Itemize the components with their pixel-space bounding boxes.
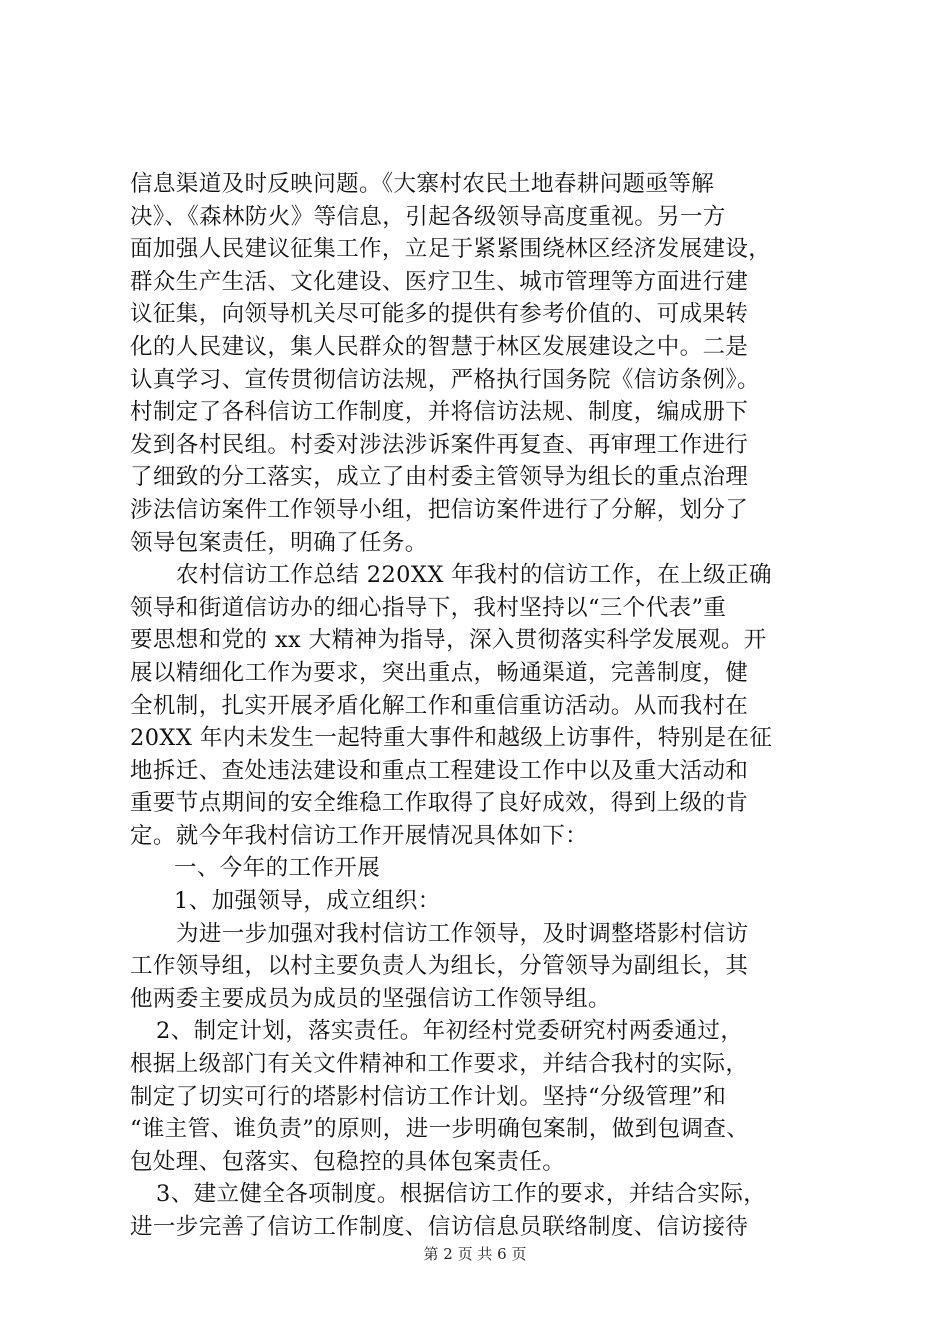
text-line: 领导包案责任，明确了任务。 xyxy=(130,529,428,556)
page-indicator: 第 2 页 共 6 页 xyxy=(423,1245,527,1263)
text-line: 工作领导组，以村主要负责人为组长，分管领导为副组长，其 xyxy=(130,953,749,980)
text-line: 化的人民建议，集人民群众的智慧于林区发展建设之中。二是 xyxy=(130,333,749,360)
text-line: 群众生产生活、文化建设、医疗卫生、城市管理等方面进行建 xyxy=(130,268,749,295)
text-line: 面加强人民建议征集工作，立足于紧紧围绕林区经济发展建设， xyxy=(130,236,772,263)
text-line: 领导和街道信访办的细心指导下，我村坚持以“三个代表”重 xyxy=(130,594,727,621)
text-line: 要思想和党的 xx 大精神为指导，深入贯彻落实科学发展观。开 xyxy=(130,627,767,654)
document-body xyxy=(130,168,830,1244)
text-line: 村制定了各科信访工作制度，并将信访法规、制度，编成册下 xyxy=(130,399,749,426)
paragraph-start-line: 3、建立健全各项制度。根据信访工作的要求，并结合实际， xyxy=(156,1181,767,1208)
text-line: 重要节点期间的安全维稳工作取得了良好成效，得到上级的肯 xyxy=(130,790,749,817)
text-line: 了细致的分工落实，成立了由村委主管领导为组长的重点治理 xyxy=(130,464,749,491)
subsection-heading: 1、加强领导，成立组织： xyxy=(174,888,441,915)
text-line: 进一步完善了信访工作制度、信访信息员联络制度、信访接待 xyxy=(130,1214,749,1240)
text-line: 定。就今年我村信访工作开展情况具体如下： xyxy=(130,822,589,849)
page-footer xyxy=(0,1244,950,1264)
text-line: 信息渠道及时反映问题。《大寨村农民土地春耕问题亟等解 xyxy=(130,171,715,197)
text-line: 展以精细化工作为要求，突出重点，畅通渠道，完善制度，健 xyxy=(130,659,749,686)
text-line: 全机制，扎实开展矛盾化解工作和重信重访活动。从而我村在 xyxy=(130,692,749,719)
section-heading: 一、今年的工作开展 xyxy=(174,855,381,882)
text-line: 制定了切实可行的塔影村信访工作计划。坚持“分级管理”和 xyxy=(130,1083,727,1110)
paragraph-start-line: 2、制定计划，落实责任。年初经村党委研究村两委通过， xyxy=(156,1018,744,1045)
text-line: 决》、《森林防火》等信息，引起各级领导高度重视。另一方 xyxy=(130,203,726,230)
text-line: 发到各村民组。村委对涉法涉诉案件再复查、再审理工作进行 xyxy=(130,431,749,458)
text-line: 认真学习、宣传贯彻信访法规，严格执行国务院《信访条例》。 xyxy=(130,366,760,393)
text-line: 议征集，向领导机关尽可能多的提供有参考价值的、可成果转 xyxy=(130,301,749,328)
text-line: 20XX 年内未发生一起特重大事件和越级上访事件，特别是在征 xyxy=(130,725,773,752)
text-line: 地拆迁、查处违法建设和重点工程建设工作中以及重大活动和 xyxy=(130,757,749,784)
text-line: 他两委主要成员为成员的坚强信访工作领导组。 xyxy=(130,985,611,1012)
text-line: 包处理、包落实、包稳控的具体包案责任。 xyxy=(130,1148,566,1175)
text-line: 涉法信访案件工作领导小组，把信访案件进行了分解，划分了 xyxy=(130,496,749,523)
paragraph-start-line: 农村信访工作总结 220XX 年我村的信访工作，在上级正确 xyxy=(176,562,772,589)
text-line: “谁主管、谁负责”的原则，进一步明确包案制，做到包调查、 xyxy=(130,1116,750,1143)
paragraph-start-line: 为进一步加强对我村信访工作领导，及时调整塔影村信访 xyxy=(176,920,749,947)
text-line: 根据上级部门有关文件精神和工作要求，并结合我村的实际， xyxy=(130,1051,749,1078)
